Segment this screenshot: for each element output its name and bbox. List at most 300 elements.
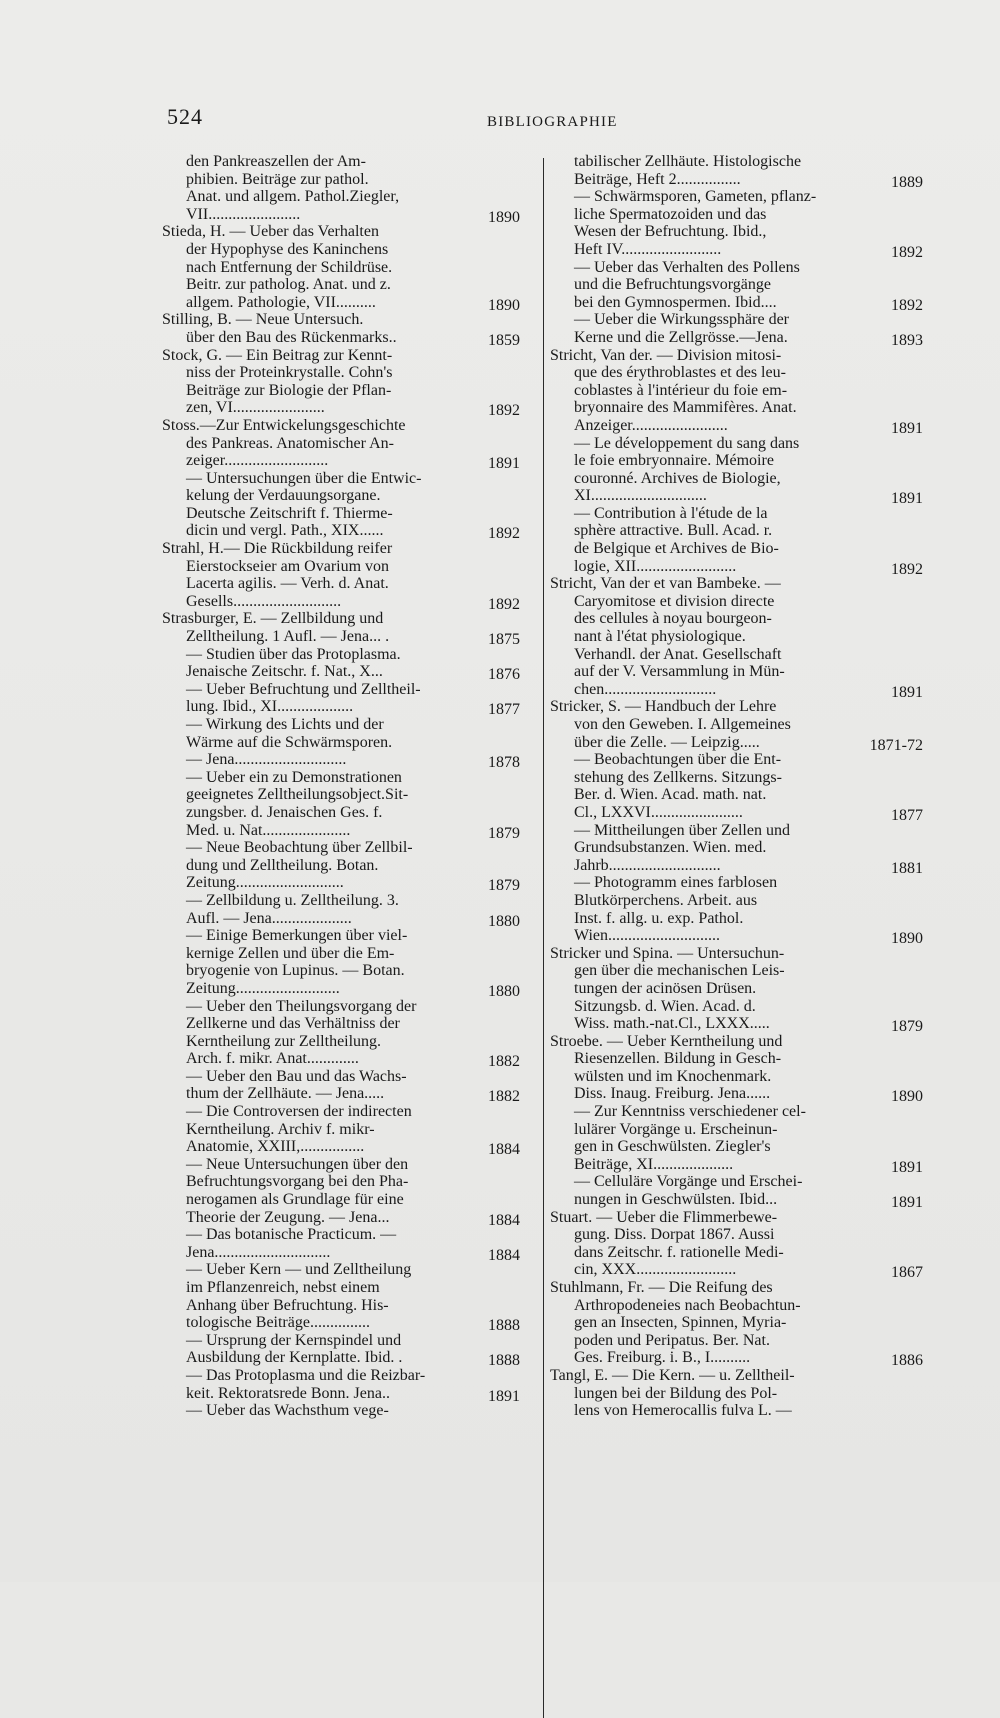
bibliography-line <box>550 1209 923 1227</box>
entry-text: Anat. und allgem. Pathol.Ziegler, <box>186 188 400 206</box>
bibliography-line <box>550 1402 923 1420</box>
bibliography-line <box>162 786 520 804</box>
entry-text: Stuart. — Ueber die Flimmerbewe- <box>550 1208 778 1226</box>
entry-text: poden und Peripatus. Ber. Nat. <box>574 1331 770 1349</box>
entry-year: 1875 <box>488 631 520 649</box>
entry-year: 1880 <box>488 982 520 1000</box>
entry-text: Stricht, Van der. — Division mitosi- <box>550 346 782 364</box>
entry-text: tologische Beiträge............... <box>186 1314 370 1332</box>
entry-text: phibien. Beiträge zur pathol. <box>186 170 369 188</box>
entry-text: — Le développement du sang dans <box>574 434 800 452</box>
entry-text: Gesells........................... <box>186 592 342 610</box>
entry-text: und die Befruchtungsvorgänge <box>574 276 771 294</box>
bibliography-line <box>550 294 923 312</box>
bibliography-line <box>162 311 520 329</box>
entry-text: lens von Hemerocallis fulva L. — <box>574 1402 792 1420</box>
entry-year: 1890 <box>891 1088 923 1106</box>
entry-year: 1892 <box>488 402 520 420</box>
bibliography-line <box>550 382 923 400</box>
bibliography-line <box>550 1173 923 1191</box>
bibliography-line <box>550 540 923 558</box>
entry-text: — Ueber den Theilungsvorgang der <box>186 997 417 1015</box>
bibliography-line <box>162 188 520 206</box>
entry-text: gung. Diss. Dorpat 1867. Aussi <box>574 1226 775 1244</box>
bibliography-line <box>550 1226 923 1244</box>
bibliography-line <box>550 628 923 646</box>
entry-text: bryonnaire des Mammifères. Anat. <box>574 399 797 417</box>
entry-text: — Studien über das Protoplasma. <box>186 645 401 663</box>
bibliography-line <box>162 347 520 365</box>
entry-text: Grundsubstanzen. Wien. med. <box>574 839 767 857</box>
bibliography-line <box>550 171 923 189</box>
entry-text: Blutkörperchens. Arbeit. aus <box>574 891 758 909</box>
bibliography-line <box>550 1138 923 1156</box>
bibliography-line <box>550 1261 923 1282</box>
entry-year: 1888 <box>488 1352 520 1370</box>
bibliography-line <box>550 435 923 453</box>
entry-text: — Das Protoplasma und die Reizbar- <box>186 1366 426 1384</box>
entry-year: 1891 <box>891 419 923 437</box>
bibliography-line <box>162 505 520 523</box>
entry-text: Stoss.—Zur Entwickelungsgeschichte <box>162 416 406 434</box>
entry-text: VII....................... <box>186 205 301 223</box>
entry-text: Diss. Inaug. Freiburg. Jena...... <box>574 1085 771 1103</box>
entry-year: 1871-72 <box>869 736 923 754</box>
bibliography-line <box>162 1385 520 1403</box>
entry-text: Jahrb............................ <box>574 856 721 874</box>
entry-text: — Neue Beobachtung über Zellbil- <box>186 839 413 857</box>
entry-text: Heft IV......................... <box>574 240 722 258</box>
entry-year: 1891 <box>891 1158 923 1176</box>
bibliography-line <box>550 892 923 910</box>
bibliography-line <box>162 610 520 628</box>
bibliography-line <box>162 822 520 840</box>
entry-text: zeiger.......................... <box>186 452 329 470</box>
bibliography-line <box>162 294 520 312</box>
entry-text: nerogamen als Grundlage für eine <box>186 1191 404 1209</box>
entry-text: cin, XXX......................... <box>574 1261 737 1279</box>
entry-text: nach Entfernung der Schildrüse. <box>186 258 393 276</box>
entry-year: 1879 <box>891 1018 923 1036</box>
left-column <box>162 153 520 1420</box>
bibliography-line <box>550 962 923 980</box>
bibliography-line <box>162 329 520 347</box>
entry-text: wülsten und im Knochenmark. <box>574 1067 772 1085</box>
bibliography-line <box>162 804 520 822</box>
bibliography-line <box>550 998 923 1016</box>
entry-text: den Pankreaszellen der Am- <box>186 153 366 170</box>
entry-text: — Einige Bemerkungen über viel- <box>186 927 408 945</box>
entry-text: keit. Rektoratsrede Bonn. Jena.. <box>186 1384 390 1402</box>
bibliography-line <box>550 786 923 804</box>
entry-year: 1884 <box>488 1246 520 1264</box>
bibliography-line <box>162 1226 520 1244</box>
bibliography-line <box>550 769 923 787</box>
entry-year: 1892 <box>891 243 923 261</box>
entry-text: Anzeiger........................ <box>574 416 728 434</box>
entry-text: Caryomitose et division directe <box>574 592 775 610</box>
entry-text: geeignetes Zelltheilungsobject.Sit- <box>186 786 409 804</box>
entry-text: über den Bau des Rückenmarks.. <box>186 328 397 346</box>
entry-text: Med. u. Nat...................... <box>186 821 351 839</box>
entry-text: — Ueber das Wachsthum vege- <box>186 1402 389 1420</box>
entry-text: über die Zelle. — Leipzig..... <box>574 733 760 751</box>
entry-text: zungsber. d. Jenaischen Ges. f. <box>186 803 383 821</box>
bibliography-line <box>550 734 923 752</box>
entry-text: que des érythroblastes et des leu- <box>574 364 786 382</box>
bibliography-line <box>550 276 923 294</box>
entry-text: Cl., LXXVI....................... <box>574 803 743 821</box>
entry-text: liche Spermatozoiden und das <box>574 205 767 223</box>
bibliography-line <box>550 910 923 928</box>
bibliography-line <box>550 822 923 840</box>
entry-text: Wesen der Befruchtung. Ibid., <box>574 223 767 241</box>
entry-text: — Jena............................ <box>186 751 347 769</box>
entry-text: nungen in Geschwülsten. Ibid... <box>574 1191 778 1209</box>
entry-text: Zeitung........................... <box>186 874 344 892</box>
entry-text: des Pankreas. Anatomischer An- <box>186 434 394 452</box>
entry-text: Tangl, E. — Die Kern. — u. Zelltheil- <box>550 1366 795 1384</box>
entry-year: 1889 <box>891 173 923 191</box>
entry-text: Theorie der Zeugung. — Jena... <box>186 1208 390 1226</box>
bibliography-line <box>162 171 520 189</box>
bibliography-line <box>162 681 520 699</box>
bibliography-line <box>162 593 520 611</box>
entry-text: gen über die mechanischen Leis- <box>574 962 785 980</box>
bibliography-line <box>162 1332 520 1350</box>
entry-text: gen in Geschwülsten. Ziegler's <box>574 1138 771 1156</box>
entry-text: thum der Zellhäute. — Jena..... <box>186 1085 385 1103</box>
bibliography-line <box>550 452 923 470</box>
entry-text: Stricht, Van der et van Bambeke. — <box>550 575 781 593</box>
bibliography-line <box>162 1349 520 1370</box>
entry-text: Strahl, H.— Die Rückbildung reifer <box>162 540 393 558</box>
entry-text: — Schwärmsporen, Gameten, pflanz- <box>574 188 817 206</box>
bibliography-line <box>550 927 923 948</box>
entry-text: Beitr. zur patholog. Anat. und z. <box>186 276 391 294</box>
bibliography-line <box>550 610 923 628</box>
entry-text: Stieda, H. — Ueber das Verhalten <box>162 223 379 241</box>
entry-text: Eierstockseier am Ovarium von <box>186 557 390 575</box>
entry-text: Inst. f. allg. u. exp. Pathol. <box>574 909 744 927</box>
bibliography-line <box>162 945 520 963</box>
bibliography-line <box>162 206 520 224</box>
bibliography-line <box>162 874 520 895</box>
entry-text: — Ueber Befruchtung und Zelltheil- <box>186 680 421 698</box>
entry-text: tabilischer Zellhäute. Histologische <box>574 153 802 170</box>
bibliography-line <box>550 751 923 769</box>
bibliography-line <box>550 1050 923 1068</box>
bibliography-line <box>550 874 923 892</box>
bibliography-line <box>550 1085 923 1106</box>
entry-text: bryogenie von Lupinus. — Botan. <box>186 962 405 980</box>
entry-year: 1879 <box>488 877 520 895</box>
entry-year: 1890 <box>488 296 520 314</box>
entry-year: 1882 <box>488 1088 520 1106</box>
entry-text: — Ueber ein zu Demonstrationen <box>186 768 402 786</box>
bibliography-line <box>550 663 923 681</box>
entry-text: Verhandl. der Anat. Gesellschaft <box>574 645 782 663</box>
entry-text: Kerne und die Zellgrösse.—Jena. <box>574 328 788 346</box>
bibliography-line <box>550 470 923 488</box>
entry-text: Kerntheilung zur Zelltheilung. <box>186 1032 382 1050</box>
entry-text: lulärer Vorgänge u. Erscheinun- <box>574 1120 778 1138</box>
bibliography-line <box>162 980 520 998</box>
entry-text: Arthropodeneies nach Beobachtun- <box>574 1296 801 1314</box>
entry-text: Wärme auf die Schwärmsporen. <box>186 733 393 751</box>
bibliography-line <box>550 1279 923 1297</box>
entry-text: — Ueber das Verhalten des Pollens <box>574 258 800 276</box>
bibliography-line <box>550 487 923 508</box>
bibliography-line <box>550 804 923 822</box>
bibliography-line <box>162 1314 520 1335</box>
bibliography-line <box>550 1156 923 1174</box>
bibliography-line <box>550 698 923 716</box>
bibliography-line <box>550 153 923 171</box>
bibliography-line <box>550 329 923 347</box>
entry-year: 1859 <box>488 331 520 349</box>
entry-year: 1892 <box>488 525 520 543</box>
bibliography-line <box>550 1297 923 1315</box>
bibliography-line <box>550 1367 923 1385</box>
bibliography-line <box>162 1085 520 1106</box>
bibliography-line <box>162 1121 520 1139</box>
entry-text: Zellkerne und das Verhältniss der <box>186 1015 400 1033</box>
entry-text: couronné. Archives de Biologie, <box>574 469 781 487</box>
entry-year: 1890 <box>488 208 520 226</box>
entry-text: le foie embryonnaire. Mémoire <box>574 452 774 470</box>
entry-text: Stricker, S. — Handbuch der Lehre <box>550 698 777 716</box>
entry-text: Sitzungsb. d. Wien. Acad. d. <box>574 997 756 1015</box>
entry-text: von den Geweben. I. Allgemeines <box>574 716 791 733</box>
entry-year: 1893 <box>891 331 923 349</box>
entry-text: stehung des Zellkerns. Sitzungs- <box>574 768 782 786</box>
bibliography-line <box>162 927 520 945</box>
entry-year: 1877 <box>488 701 520 719</box>
entry-text: Stock, G. — Ein Beitrag zur Kennt- <box>162 346 393 364</box>
running-title: BIBLIOGRAPHIE <box>487 114 618 130</box>
bibliography-line <box>550 1349 923 1370</box>
entry-text: dung und Zelltheilung. Botan. <box>186 856 379 874</box>
bibliography-line <box>550 188 923 206</box>
entry-text: — Das botanische Practicum. — <box>186 1226 397 1244</box>
bibliography-line <box>550 522 923 540</box>
bibliography-line <box>550 945 923 963</box>
entry-text: Beiträge zur Biologie der Pflan- <box>186 381 392 399</box>
bibliography-line <box>162 857 520 875</box>
entry-year: 1884 <box>488 1141 520 1159</box>
bibliography-line <box>162 628 520 649</box>
bibliography-line <box>162 769 520 787</box>
page-number: 524 <box>167 104 203 129</box>
entry-text: Wien............................ <box>574 927 721 945</box>
entry-text: kelung der Verdauungsorgane. <box>186 487 381 505</box>
entry-year: 1882 <box>488 1053 520 1071</box>
bibliography-line <box>550 311 923 329</box>
entry-text: Deutsche Zeitschrift f. Thierme- <box>186 504 393 522</box>
bibliography-line <box>550 575 923 593</box>
entry-text: Stricker und Spina. — Untersuchun- <box>550 944 785 962</box>
bibliography-line <box>162 540 520 558</box>
entry-year: 1892 <box>891 560 923 578</box>
entry-text: Kerntheilung. Archiv f. mikr- <box>186 1120 375 1138</box>
entry-text: Stilling, B. — Neue Untersuch. <box>162 311 364 329</box>
bibliography-line <box>162 1173 520 1191</box>
bibliography-line <box>162 575 520 593</box>
entry-year: 1892 <box>488 595 520 613</box>
entry-text: lungen bei der Bildung des Pol- <box>574 1384 778 1402</box>
entry-text: zen, VI....................... <box>186 399 325 417</box>
entry-text: des cellules à noyau bourgeon- <box>574 610 772 628</box>
entry-text: Wiss. math.-nat.Cl., LXXX..... <box>574 1015 770 1033</box>
bibliography-line <box>162 558 520 576</box>
bibliography-line <box>162 382 520 400</box>
bibliography-line <box>162 1191 520 1209</box>
bibliography-line <box>550 206 923 224</box>
bibliography-line <box>162 470 520 488</box>
bibliography-line <box>550 681 923 699</box>
entry-text: — Celluläre Vorgänge und Erschei- <box>574 1173 803 1191</box>
entry-text: logie, XII......................... <box>574 557 737 575</box>
entry-text: Anhang über Befruchtung. His- <box>186 1296 389 1314</box>
entry-text: im Pflanzenreich, nebst einem <box>186 1279 380 1296</box>
bibliography-line <box>550 558 923 576</box>
entry-text: — Contribution à l'étude de la <box>574 504 768 522</box>
entry-text: Riesenzellen. Bildung in Gesch- <box>574 1050 782 1068</box>
entry-year: 1891 <box>488 455 520 473</box>
entry-text: coblastes à l'intérieur du foie em- <box>574 381 788 399</box>
bibliography-line <box>162 223 520 241</box>
entry-text: Anatomie, XXIII,................ <box>186 1138 365 1156</box>
entry-text: allgem. Pathologie, VII.......... <box>186 293 376 311</box>
entry-text: — Die Controversen der indirecten <box>186 1103 412 1121</box>
bibliography-line <box>162 1138 520 1159</box>
entry-text: bei den Gymnospermen. Ibid.... <box>574 293 777 311</box>
bibliography-line <box>550 1385 923 1403</box>
entry-year: 1892 <box>891 296 923 314</box>
entry-year: 1879 <box>488 824 520 842</box>
bibliography-line <box>162 663 520 684</box>
entry-year: 1876 <box>488 666 520 684</box>
entry-text: — Zellbildung u. Zelltheilung. 3. <box>186 891 399 909</box>
bibliography-line <box>162 1050 520 1071</box>
entry-text: — Ueber die Wirkungssphäre der <box>574 311 789 329</box>
entry-text: — Photogramm eines farblosen <box>574 874 778 892</box>
bibliography-line <box>162 839 520 857</box>
entry-year: 1884 <box>488 1211 520 1229</box>
entry-text: Zeitung.......................... <box>186 979 340 997</box>
bibliography-line <box>550 857 923 875</box>
bibliography-line <box>162 1156 520 1174</box>
bibliography-line <box>162 998 520 1016</box>
bibliography-line <box>162 716 520 734</box>
entry-text: der Hypophyse des Kaninchens <box>186 240 389 258</box>
bibliography-line <box>162 153 520 171</box>
bibliography-line <box>550 399 923 417</box>
entry-text: Ges. Freiburg. i. B., I.......... <box>574 1349 751 1367</box>
entry-text: gen an Insecten, Spinnen, Myria- <box>574 1314 787 1332</box>
entry-text: — Mittheilungen über Zellen und <box>574 821 790 839</box>
bibliography-line <box>162 399 520 420</box>
bibliography-line <box>162 1209 520 1227</box>
entry-year: 1891 <box>891 683 923 701</box>
entry-text: — Beobachtungen über die Ent- <box>574 751 782 769</box>
entry-year: 1881 <box>891 859 923 877</box>
entry-text: Lacerta agilis. — Verh. d. Anat. <box>186 575 389 593</box>
entry-text: tungen der acinösen Drüsen. <box>574 979 757 997</box>
entry-text: Stuhlmann, Fr. — Die Reifung des <box>550 1279 773 1296</box>
entry-text: dans Zeitschr. f. rationelle Medi- <box>574 1243 784 1261</box>
bibliography-line <box>162 1279 520 1297</box>
bibliography-line <box>550 1103 923 1121</box>
bibliography-line <box>162 487 520 505</box>
bibliography-line <box>162 1261 520 1279</box>
bibliography-line <box>162 910 520 928</box>
bibliography-line <box>162 1103 520 1121</box>
bibliography-line <box>162 276 520 294</box>
entry-text: — Ueber Kern — und Zelltheilung <box>186 1261 412 1279</box>
entry-text: de Belgique et Archives de Bio- <box>574 540 779 558</box>
entry-text: XI............................. <box>574 487 707 505</box>
bibliography-line <box>550 241 923 259</box>
bibliography-line <box>550 1244 923 1262</box>
entry-year: 1886 <box>891 1352 923 1370</box>
entry-year: 1891 <box>488 1387 520 1405</box>
bibliography-line <box>162 892 520 910</box>
bibliography-line <box>550 259 923 277</box>
entry-text: Beiträge, Heft 2................ <box>574 170 741 188</box>
bibliography-line <box>162 1367 520 1385</box>
bibliography-line <box>550 223 923 241</box>
entry-text: Zelltheilung. 1 Aufl. — Jena... . <box>186 628 390 646</box>
entry-text: Ausbildung der Kernplatte. Ibid. . <box>186 1349 403 1367</box>
entry-text: Strasburger, E. — Zellbildung und <box>162 610 384 628</box>
bibliography-line <box>162 259 520 277</box>
entry-text: Jena............................. <box>186 1243 331 1261</box>
entry-year: 1890 <box>891 930 923 948</box>
bibliography-line <box>162 522 520 543</box>
bibliography-line <box>550 1191 923 1212</box>
entry-text: kernige Zellen und über die Em- <box>186 944 395 962</box>
bibliography-line <box>162 734 520 752</box>
entry-year: 1880 <box>488 912 520 930</box>
bibliography-line <box>162 1068 520 1086</box>
entry-text: dicin und vergl. Path., XIX...... <box>186 522 384 540</box>
bibliography-line <box>550 1033 923 1051</box>
bibliography-line <box>162 962 520 980</box>
entry-text: Ber. d. Wien. Acad. math. nat. <box>574 786 767 804</box>
column-divider <box>543 158 544 1718</box>
bibliography-line <box>550 417 923 435</box>
entry-text: Jenaische Zeitschr. f. Nat., X... <box>186 663 383 681</box>
entry-text: — Wirkung des Lichts und der <box>186 716 384 733</box>
entry-year: 1888 <box>488 1317 520 1335</box>
bibliography-line <box>550 839 923 857</box>
entry-year: 1891 <box>891 1194 923 1212</box>
entry-text: Aufl. — Jena.................... <box>186 909 352 927</box>
bibliography-line <box>550 347 923 365</box>
bibliography-line <box>162 435 520 453</box>
bibliography-line <box>550 1068 923 1086</box>
bibliography-line <box>162 1033 520 1051</box>
bibliography-line <box>550 1314 923 1332</box>
page-header <box>0 104 1000 134</box>
bibliography-line <box>550 505 923 523</box>
bibliography-line <box>162 1402 520 1420</box>
bibliography-line <box>550 364 923 382</box>
bibliography-line <box>550 593 923 611</box>
bibliography-line <box>550 980 923 998</box>
